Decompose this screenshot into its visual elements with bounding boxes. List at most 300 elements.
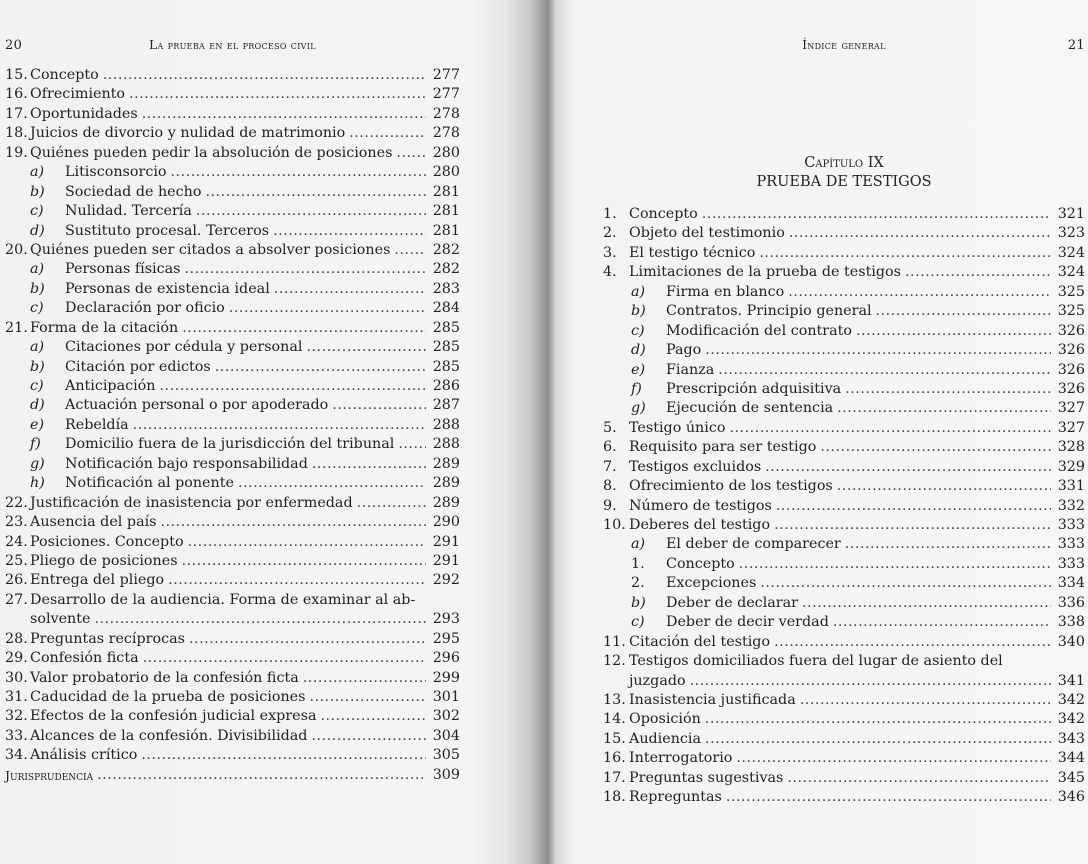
entry-number: 33. — [5, 727, 28, 744]
chapter-heading — [603, 154, 1085, 192]
entry-title: Ausencia del país — [30, 514, 157, 531]
entry-page: 342 — [1057, 711, 1085, 728]
dot-leader — [845, 535, 1051, 554]
dot-leader — [273, 222, 426, 241]
entry-page: 309 — [432, 766, 460, 783]
toc-entry — [5, 396, 460, 415]
entry-title: Fianza — [666, 361, 715, 378]
entry-number: 12. — [603, 653, 626, 670]
entry-title: Anticipación — [65, 378, 156, 394]
toc-entry — [5, 124, 460, 143]
entry-page: 332 — [1057, 497, 1085, 514]
right-page — [603, 38, 1085, 808]
dot-leader — [349, 124, 426, 143]
toc-entry — [603, 574, 1085, 593]
dot-leader — [820, 438, 1051, 457]
entry-number: 19. — [5, 144, 28, 161]
entry-title: Sustituto procesal. Terceros — [65, 222, 270, 239]
entry-title: El testigo técnico — [629, 244, 756, 261]
running-head: Índice general — [802, 38, 886, 52]
dot-leader — [129, 85, 426, 104]
toc-entry — [603, 730, 1085, 749]
dot-leader — [303, 669, 426, 688]
dot-leader — [789, 224, 1051, 243]
entry-title: Posiciones. Concepto — [30, 533, 184, 550]
toc-entry — [5, 455, 460, 474]
entry-page: 326 — [1057, 361, 1085, 378]
dot-leader — [143, 649, 426, 668]
entry-page: 283 — [432, 280, 460, 297]
entry-page: 285 — [432, 339, 460, 356]
dot-leader — [787, 769, 1051, 788]
toc-entry-continuation — [603, 672, 1085, 691]
dot-leader — [702, 205, 1051, 224]
entry-page: 323 — [1057, 225, 1085, 242]
entry-number: 34. — [5, 747, 28, 764]
toc-entry — [5, 707, 460, 726]
toc-entry — [603, 458, 1085, 477]
entry-title: Objeto del testimonio — [629, 225, 785, 242]
dot-leader — [739, 555, 1051, 574]
entry-number: 16. — [5, 86, 28, 103]
toc-entry — [5, 260, 460, 279]
entry-title: Testigos domiciliados fuera del lugar de asiento del — [629, 653, 1003, 670]
entry-number: 27. — [5, 591, 28, 608]
dot-leader — [103, 66, 426, 85]
dot-leader — [837, 399, 1051, 418]
entry-page: 291 — [432, 533, 460, 550]
dot-leader — [238, 474, 426, 493]
toc-entry — [5, 338, 460, 357]
entry-page: 278 — [432, 125, 460, 142]
entry-page: 281 — [432, 183, 460, 200]
dot-leader — [760, 574, 1051, 593]
dot-leader — [705, 710, 1051, 729]
entry-page: 336 — [1057, 594, 1085, 611]
entry-page: 331 — [1057, 478, 1085, 495]
entry-number: 18. — [5, 125, 28, 142]
entry-title: Ofrecimiento de los testigos — [629, 478, 833, 495]
toc-entry — [603, 749, 1085, 768]
dot-leader — [774, 516, 1051, 535]
entry-page: 277 — [432, 86, 460, 103]
entry-letter: h) — [30, 475, 45, 492]
right-page-header — [603, 38, 1085, 58]
dot-leader — [788, 283, 1051, 302]
toc-entry — [603, 438, 1085, 457]
toc-entry — [603, 283, 1085, 302]
toc-entry — [603, 691, 1085, 710]
dot-leader — [97, 766, 426, 785]
entry-title-continuation: juzgado — [629, 672, 686, 689]
toc-entry — [5, 222, 460, 241]
toc-entry — [5, 183, 460, 202]
toc-entry — [5, 688, 460, 707]
entry-page: 296 — [432, 650, 460, 667]
chapter-title: PRUEBA DE TESTIGOS — [756, 174, 932, 190]
entry-title: Inasistencia justificada — [629, 691, 796, 708]
dot-leader — [160, 377, 426, 396]
entry-page: 278 — [432, 105, 460, 122]
entry-title: Declaración por oficio — [65, 300, 225, 317]
entry-letter: g) — [30, 455, 45, 472]
toc-entry — [5, 746, 460, 765]
entry-letter: g) — [631, 400, 646, 417]
entry-title: Análisis crítico — [30, 747, 138, 764]
dot-leader — [759, 244, 1051, 263]
entry-letter: c) — [631, 322, 645, 339]
dot-leader — [184, 260, 426, 279]
entry-title: Quiénes pueden ser citados a absolver posiciones — [30, 241, 391, 258]
entry-title: Entrega del pliego — [30, 572, 165, 589]
entry-title: Notificación bajo responsabilidad — [65, 455, 308, 472]
entry-title: Sociedad de hecho — [65, 183, 202, 200]
entry-title: El deber de comparecer — [666, 536, 841, 553]
entry-title: Personas de existencia ideal — [65, 280, 270, 297]
entry-title: Actuación personal o por apoderado — [65, 397, 329, 414]
toc-entry — [5, 649, 460, 668]
dot-leader — [196, 202, 426, 221]
dot-leader — [182, 552, 426, 571]
entry-title: Justificación de inasistencia por enfermedad — [30, 494, 353, 511]
entry-number: 7. — [603, 458, 617, 475]
entry-title: Notificación al ponente — [65, 475, 234, 492]
entry-letter: a) — [631, 283, 646, 300]
toc-entry — [603, 594, 1085, 613]
toc-entry — [5, 669, 460, 688]
entry-number: 17. — [603, 769, 626, 786]
toc-entry — [603, 399, 1085, 418]
dot-leader — [800, 691, 1051, 710]
toc-entry — [5, 494, 460, 513]
dot-leader — [845, 380, 1051, 399]
left-page-header — [5, 38, 460, 58]
entry-page: 305 — [432, 747, 460, 764]
entry-number: 11. — [603, 633, 626, 650]
entry-page: 334 — [1057, 575, 1085, 592]
entry-page: 304 — [432, 727, 460, 744]
entry-title: Alcances de la confesión. Divisibilidad — [30, 727, 308, 744]
entry-number: 4. — [603, 264, 617, 281]
toc-entry — [603, 652, 1085, 671]
entry-title: Repreguntas — [629, 789, 722, 806]
entry-page: 285 — [432, 319, 460, 336]
toc-entry — [603, 224, 1085, 243]
entry-title: Desarrollo de la audiencia. Forma de examinar al ab- — [30, 591, 416, 608]
toc-entry — [5, 299, 460, 318]
entry-number: 24. — [5, 533, 28, 550]
toc-entry — [603, 361, 1085, 380]
entry-title: Pliego de posiciones — [30, 552, 178, 569]
entry-page: 325 — [1057, 303, 1085, 320]
entry-title: Ejecución de sentencia — [666, 400, 834, 417]
entry-number: 6. — [603, 439, 617, 456]
entry-page: 287 — [432, 397, 460, 414]
entry-letter: a) — [30, 261, 45, 278]
entry-letter: d) — [631, 342, 646, 359]
entry-number: 21. — [5, 319, 28, 336]
toc-entry — [603, 497, 1085, 516]
entry-number: 8. — [603, 478, 617, 495]
entry-title-continuation: solvente — [30, 611, 91, 628]
entry-letter: e) — [30, 416, 45, 433]
entry-title: Concepto — [30, 67, 99, 83]
toc-entry — [603, 322, 1085, 341]
dot-leader — [168, 571, 426, 590]
dot-leader — [182, 319, 426, 338]
entry-letter: a) — [30, 164, 45, 181]
entry-page: 333 — [1057, 536, 1085, 553]
entry-page: 333 — [1057, 555, 1085, 572]
toc-list — [5, 66, 460, 785]
toc-entry — [5, 552, 460, 571]
entry-title: Citaciones por cédula y personal — [65, 339, 303, 356]
entry-title: Citación del testigo — [629, 633, 771, 650]
entry-page: 292 — [432, 572, 460, 589]
entry-page: 280 — [432, 144, 460, 161]
toc-entry — [603, 555, 1085, 574]
entry-letter: b) — [30, 183, 45, 200]
dot-leader — [357, 494, 426, 513]
dot-leader — [736, 749, 1051, 768]
entry-page: 326 — [1057, 380, 1085, 397]
toc-entry — [5, 66, 460, 85]
entry-title: Deber de declarar — [666, 594, 798, 611]
dot-leader — [321, 707, 427, 726]
chapter-label: Capítulo IX — [804, 155, 884, 171]
entry-page: 289 — [432, 455, 460, 472]
dot-leader — [311, 727, 426, 746]
entry-title: Modificación del contrato — [666, 322, 852, 339]
entry-number: 23. — [5, 514, 28, 531]
page-number: 21 — [1067, 38, 1085, 53]
entry-title: Pago — [666, 342, 702, 359]
entry-page: 293 — [432, 611, 460, 628]
entry-title: Número de testigos — [629, 497, 772, 514]
dot-leader — [705, 341, 1051, 360]
entry-number: 15. — [603, 730, 626, 747]
entry-title: Quiénes pueden pedir la absolución de posiciones — [30, 144, 393, 161]
toc-entry — [5, 105, 460, 124]
entry-page: 289 — [432, 494, 460, 511]
entry-page: 282 — [432, 261, 460, 278]
toc-entry — [5, 85, 460, 104]
entry-page: 327 — [1057, 400, 1085, 417]
entry-title: Preguntas recíprocas — [30, 630, 185, 647]
toc-entry — [603, 769, 1085, 788]
entry-page: 329 — [1057, 458, 1085, 475]
dot-leader — [94, 610, 426, 629]
entry-page: 342 — [1057, 691, 1085, 708]
entry-letter: a) — [30, 339, 45, 356]
entry-page: 301 — [432, 689, 460, 705]
dot-leader — [312, 455, 426, 474]
entry-title: Preguntas sugestivas — [629, 769, 784, 786]
entry-title: Confesión ficta — [30, 650, 139, 667]
entry-page: 302 — [432, 708, 460, 725]
entry-number: 13. — [603, 691, 626, 708]
toc-entry — [5, 533, 460, 552]
entry-title: Deberes del testigo — [629, 517, 771, 533]
entry-page: 326 — [1057, 342, 1085, 359]
entry-title: Domicilio fuera de la jurisdicción del tribunal — [65, 436, 395, 453]
entry-number: 31. — [5, 689, 28, 705]
toc-entry — [603, 710, 1085, 729]
entry-title: Deber de decir verdad — [666, 614, 829, 631]
dot-leader — [705, 730, 1051, 749]
entry-letter: c) — [30, 203, 44, 220]
entry-page: 341 — [1057, 672, 1085, 689]
entry-page: 281 — [432, 203, 460, 220]
entry-number: 9. — [603, 497, 617, 514]
page-number: 20 — [5, 38, 23, 53]
dot-leader — [188, 533, 426, 552]
dot-leader — [394, 241, 426, 260]
entry-letter: f) — [30, 436, 41, 453]
dot-leader — [309, 688, 426, 707]
entry-page: 299 — [432, 669, 460, 686]
entry-title: Litisconsorcio — [65, 164, 167, 181]
entry-page: 338 — [1057, 614, 1085, 631]
entry-title: Rebeldía — [65, 416, 129, 433]
entry-page: 327 — [1057, 419, 1085, 436]
entry-title: Testigos excluidos — [629, 458, 762, 475]
entry-page: 285 — [432, 358, 460, 375]
entry-title: Requisito para ser testigo — [629, 439, 817, 456]
entry-page: 291 — [432, 552, 460, 569]
entry-number: 15. — [5, 67, 28, 83]
dot-leader — [161, 513, 426, 532]
entry-title: Juicios de divorcio y nulidad de matrimonio — [30, 125, 346, 142]
entry-page: 333 — [1057, 517, 1085, 533]
entry-page: 345 — [1057, 769, 1085, 786]
entry-number: 3. — [603, 244, 617, 261]
entry-page: 288 — [432, 416, 460, 433]
dot-leader — [398, 435, 426, 454]
entry-title: Personas físicas — [65, 261, 181, 278]
entry-page: 326 — [1057, 322, 1085, 339]
entry-page: 344 — [1057, 750, 1085, 767]
entry-page: 328 — [1057, 439, 1085, 456]
toc-entry — [5, 163, 460, 182]
dot-leader — [306, 338, 426, 357]
toc-entry — [5, 416, 460, 435]
dot-leader — [171, 163, 426, 182]
toc-entry — [603, 263, 1085, 282]
entry-number: 25. — [5, 552, 28, 569]
toc-entry — [5, 630, 460, 649]
dot-leader — [776, 497, 1051, 516]
entry-number: 30. — [5, 669, 28, 686]
toc-entry — [603, 205, 1085, 224]
entry-page: 295 — [432, 630, 460, 647]
running-head: La prueba en el proceso civil — [149, 38, 316, 52]
entry-number: 28. — [5, 630, 28, 647]
toc-entry — [5, 571, 460, 590]
toc-entry — [603, 380, 1085, 399]
entry-number: 29. — [5, 650, 28, 667]
entry-title: Testigo único — [629, 419, 726, 436]
entry-title: Audiencia — [629, 730, 702, 747]
toc-entry — [5, 144, 460, 163]
dot-leader — [774, 633, 1051, 652]
entry-page: 325 — [1057, 283, 1085, 300]
entry-letter: c) — [30, 300, 44, 317]
entry-letter: 1. — [631, 555, 645, 572]
entry-page: 284 — [432, 300, 460, 317]
dot-leader — [802, 594, 1051, 613]
dot-leader — [726, 788, 1051, 807]
entry-page: 289 — [432, 475, 460, 492]
entry-letter: b) — [631, 594, 646, 611]
entry-page: 324 — [1057, 264, 1085, 281]
entry-title: Contratos. Principio general — [666, 303, 872, 320]
toc-entry — [5, 591, 460, 610]
entry-title: Jurisprudencia — [5, 767, 94, 783]
entry-title: Prescripción adquisitiva — [666, 380, 842, 397]
entry-number: 17. — [5, 105, 28, 122]
entry-letter: d) — [30, 397, 45, 414]
entry-title: Interrogatorio — [629, 750, 733, 767]
entry-number: 16. — [603, 750, 626, 767]
toc-entry — [603, 516, 1085, 535]
toc-entry — [5, 435, 460, 454]
toc-entry — [603, 419, 1085, 438]
dot-leader — [837, 477, 1051, 496]
dot-leader — [396, 144, 426, 163]
entry-page: 286 — [432, 378, 460, 394]
dot-leader — [718, 361, 1051, 380]
entry-title: Forma de la citación — [30, 319, 179, 336]
toc-entry — [5, 377, 460, 396]
entry-title: Oposición — [629, 711, 701, 728]
toc-list — [603, 205, 1085, 808]
dot-leader — [905, 263, 1051, 282]
entry-number: 20. — [5, 241, 28, 258]
entry-title: Excepciones — [666, 575, 757, 592]
entry-page: 324 — [1057, 244, 1085, 261]
entry-letter: c) — [631, 614, 645, 631]
entry-letter: f) — [631, 380, 642, 397]
toc-entry — [5, 766, 460, 785]
left-page — [5, 38, 460, 785]
dot-leader — [142, 105, 426, 124]
entry-page: 340 — [1057, 633, 1085, 650]
entry-number: 22. — [5, 494, 28, 511]
entry-page: 290 — [432, 514, 460, 531]
toc-entry — [5, 513, 460, 532]
dot-leader — [141, 746, 426, 765]
entry-title: Valor probatorio de la confesión ficta — [30, 669, 299, 686]
toc-entry — [603, 244, 1085, 263]
entry-title: Concepto — [629, 206, 698, 222]
entry-number: 1. — [603, 206, 617, 222]
entry-letter: e) — [631, 361, 646, 378]
dot-leader — [215, 358, 426, 377]
entry-title: Limitaciones de la prueba de testigos — [629, 264, 901, 281]
toc-entry — [603, 341, 1085, 360]
entry-letter: b) — [30, 358, 45, 375]
dot-leader — [274, 280, 426, 299]
entry-title: Firma en blanco — [666, 283, 785, 300]
dot-leader — [876, 302, 1051, 321]
dot-leader — [729, 419, 1051, 438]
toc-entry — [5, 241, 460, 260]
dot-leader — [205, 183, 426, 202]
toc-entry — [603, 302, 1085, 321]
entry-page: 280 — [432, 164, 460, 181]
entry-number: 26. — [5, 572, 28, 589]
